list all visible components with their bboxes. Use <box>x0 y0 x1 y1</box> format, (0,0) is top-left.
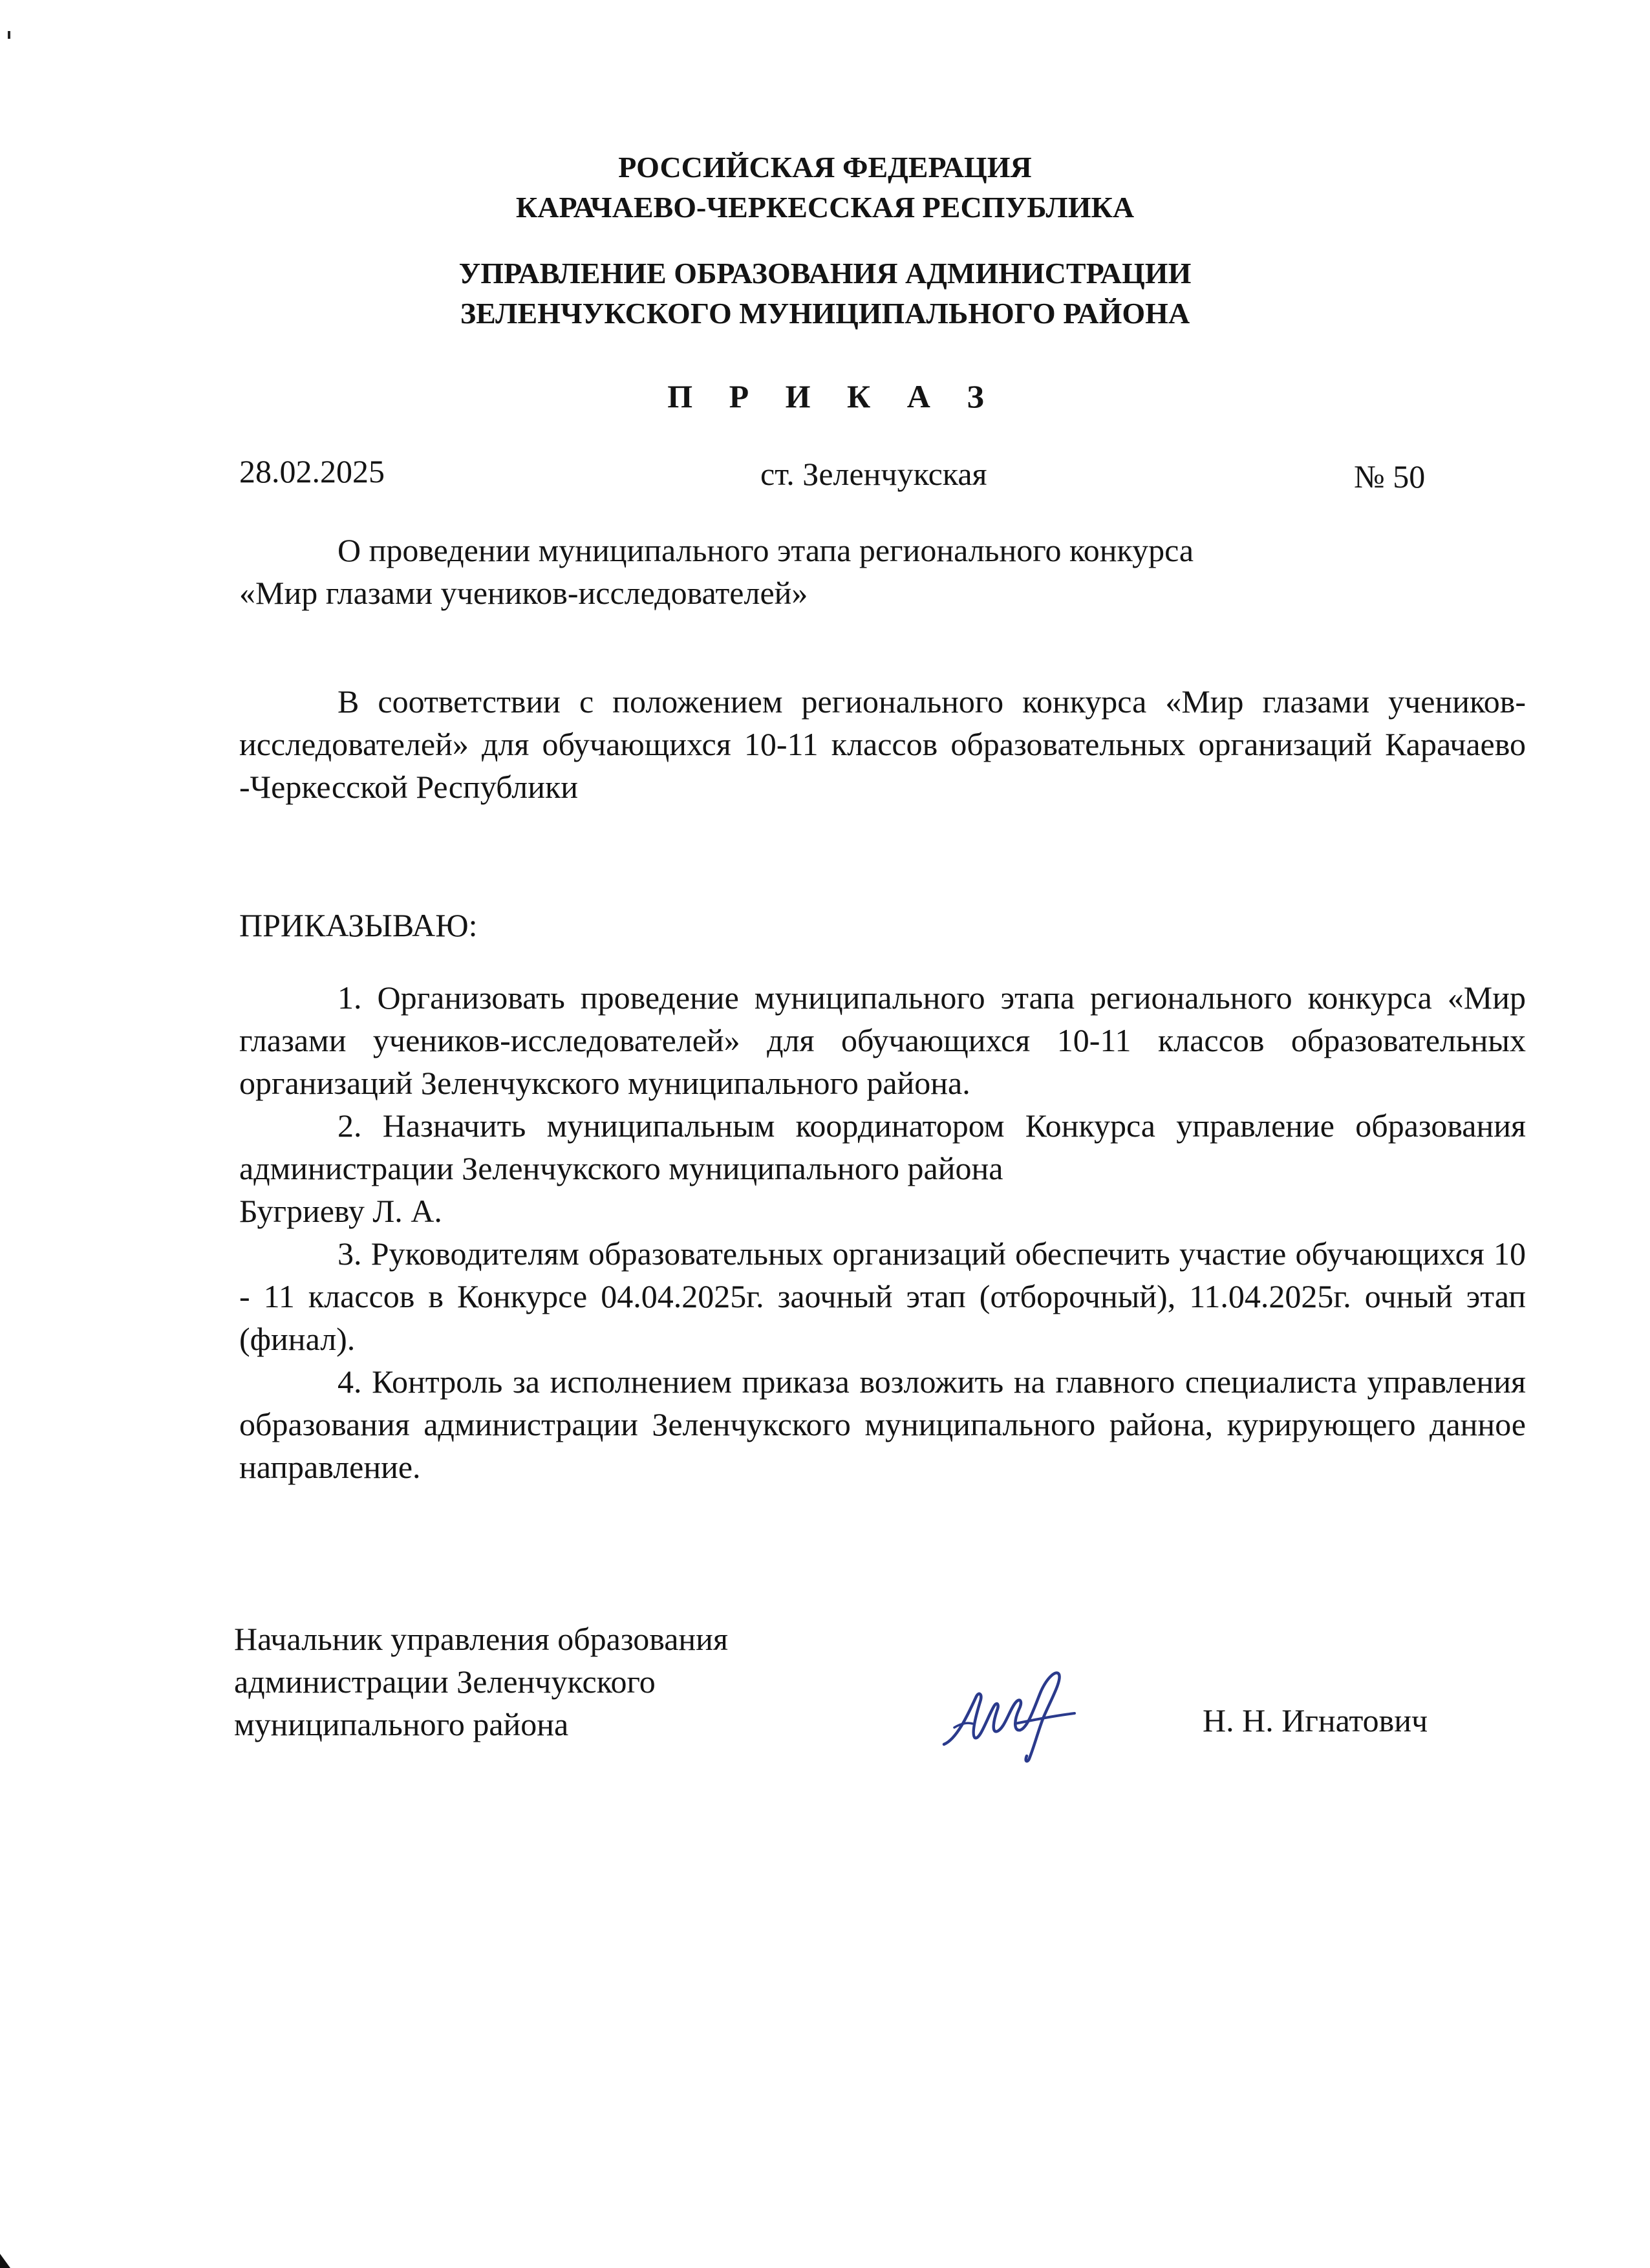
header-republic: КАРАЧАЕВО-ЧЕРКЕССКАЯ РЕСПУБЛИКА <box>515 191 1135 224</box>
order-word: ПРИКАЗЫВАЮ: <box>239 907 478 943</box>
header-country-block <box>0 147 1650 228</box>
signatory-position-line: Начальник управления образования <box>234 1621 728 1657</box>
order-subject <box>239 529 1403 614</box>
order-item-3: 3. Руководителям образовательных организаций обеспечить участие обучающихся 10 - 11 классов в Конкурсе 04.04.2025г. заочный этап (отборочный), 11.04.2025г. очный этап (финал). <box>239 1236 1526 1357</box>
handwritten-signature <box>938 1668 1093 1765</box>
signatory-position-line: администрации Зеленчукского <box>234 1664 656 1700</box>
order-date: 28.02.2025 <box>239 453 385 489</box>
order-place: ст. Зеленчукская <box>760 456 987 492</box>
header-country: РОССИЙСКАЯ ФЕДЕРАЦИЯ <box>618 151 1032 184</box>
preamble <box>239 680 1526 808</box>
scan-mark <box>0 2254 10 2268</box>
order-number: № 50 <box>1354 458 1426 495</box>
header-authority: УПРАВЛЕНИЕ ОБРАЗОВАНИЯ АДМИНИСТРАЦИИ <box>458 257 1192 290</box>
order-item-2: 2. Назначить муниципальным координатором Конкурса управление образования администрации Зеленчукского муниципального района <box>239 1107 1526 1186</box>
signatory-name: Н. Н. Игнатович <box>1203 1702 1428 1738</box>
header-authority-block <box>0 253 1650 334</box>
preamble-text: В соответствии с положением регионального конкурса «Мир глазами учеников-исследователей» для обучающихся 10-11 классов образовательных организаций Карачаево -Черкесской Республики <box>239 683 1526 805</box>
order-item-4: 4. Контроль за исполнением приказа возложить на главного специалиста управления образования администрации Зеленчукского муниципального района, курирующего данное направление. <box>239 1364 1526 1485</box>
subject-line: «Мир глазами учеников-исследователей» <box>239 575 808 611</box>
order-items <box>239 976 1526 1488</box>
scan-mark <box>8 31 10 39</box>
signatory-position <box>234 1618 728 1746</box>
order-item-1: 1. Организовать проведение муниципального этапа регионального конкурса «Мир глазами учеников-исследователей» для обучающихся 10-11 классов образовательных организаций Зеленчукского муниципального района. <box>239 979 1526 1101</box>
signatory-position-line: муниципального района <box>234 1706 569 1742</box>
header-district: ЗЕЛЕНЧУКСКОГО МУНИЦИПАЛЬНОГО РАЙОНА <box>460 297 1190 330</box>
order-title: П Р И К А З <box>667 378 998 414</box>
subject-line: О проведении муниципального этапа регионального конкурса <box>338 532 1194 568</box>
order-item-2-person: Бугриеву Л. А. <box>239 1193 442 1229</box>
